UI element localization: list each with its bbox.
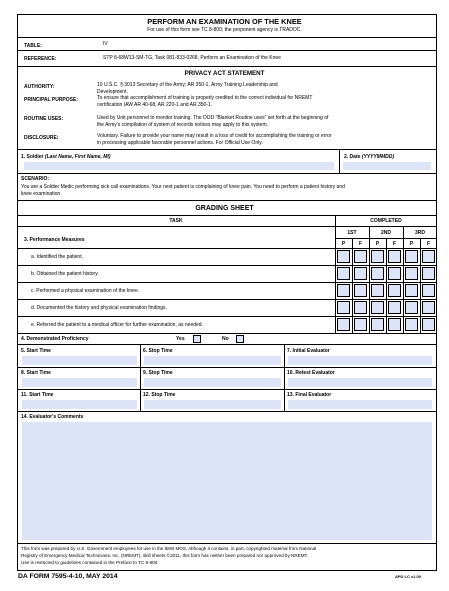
divider xyxy=(17,226,437,227)
date-label-hint: (YYYYMMDD) xyxy=(361,154,395,160)
fail-checkbox[interactable] xyxy=(422,318,435,331)
retest-evaluator-label: 10. Retest Evaluator xyxy=(287,370,335,376)
table-value: IV xyxy=(103,41,108,47)
fail-checkbox[interactable] xyxy=(388,301,401,314)
routine-text: Used by Unit personnel to monitor training. The DOD "Blanket Routine uses" set forth at the beginning of xyxy=(97,115,329,121)
fail-checkbox[interactable] xyxy=(422,250,435,263)
soldier-name-field[interactable] xyxy=(24,162,334,170)
proficiency-label: 4. Demonstrated Proficiency xyxy=(21,336,89,342)
no-label: No xyxy=(222,336,229,342)
comments-label: 14. Evaluator's Comments xyxy=(21,414,84,420)
pass-checkbox[interactable] xyxy=(337,301,350,314)
pass-checkbox[interactable] xyxy=(337,284,350,297)
routine-label: ROUTINE USES: xyxy=(24,116,64,122)
fail-checkbox[interactable] xyxy=(354,318,367,331)
pf-header: P xyxy=(341,241,346,247)
pf-header: P xyxy=(409,241,414,247)
divider xyxy=(17,411,437,412)
comments-field[interactable] xyxy=(22,422,432,540)
start-time-field[interactable] xyxy=(22,400,137,409)
divider xyxy=(339,149,340,173)
scenario-label: SCENARIO: xyxy=(21,176,50,182)
stop-time-field[interactable] xyxy=(144,400,281,409)
start-time-label: 8. Start Time xyxy=(21,370,51,376)
fail-checkbox[interactable] xyxy=(388,318,401,331)
routine-text: the Army's compilation of system of records notices may apply to this system. xyxy=(97,122,269,128)
purpose-text: To ensure that accomplishment of training is properly credited to the correct individual for NREMT xyxy=(97,95,313,101)
version-label: APD LC v1.00 xyxy=(395,574,422,579)
fail-checkbox[interactable] xyxy=(422,301,435,314)
stop-time-field[interactable] xyxy=(144,378,281,387)
pass-checkbox[interactable] xyxy=(371,301,384,314)
pass-checkbox[interactable] xyxy=(371,250,384,263)
fail-checkbox[interactable] xyxy=(354,250,367,263)
pf-header: F xyxy=(358,241,363,247)
footer-note: Registry of Emergency Medical Technicians, Inc. (NREMT), skill sheets ©2011, this form has neither been prepared nor approved by NREMT. xyxy=(21,553,309,558)
pass-checkbox[interactable] xyxy=(371,318,384,331)
pass-checkbox[interactable] xyxy=(371,284,384,297)
fail-checkbox[interactable] xyxy=(388,250,401,263)
divider xyxy=(352,238,353,333)
stop-time-label: 6. Stop Time xyxy=(143,348,173,354)
task-item: b. Obtained the patient history. xyxy=(31,271,99,277)
footer-note: This form was prepared by U.S. Government employees for use in the 68W MOS. Although it contains, in part, copyrighted material from National xyxy=(21,546,317,551)
divider xyxy=(140,344,141,411)
task-item: d. Documented the history and physical examination findings. xyxy=(31,305,167,311)
divider xyxy=(17,367,437,368)
grading-title: GRADING SHEET xyxy=(195,205,254,212)
pass-checkbox[interactable] xyxy=(371,267,384,280)
start-time-field[interactable] xyxy=(22,356,137,365)
pass-checkbox[interactable] xyxy=(337,267,350,280)
retest-evaluator-field[interactable] xyxy=(288,378,432,387)
date-label-num: 2. Date xyxy=(344,154,362,160)
performance-measures-label: 3. Performance Measures xyxy=(24,237,85,243)
no-checkbox[interactable] xyxy=(236,335,244,343)
divider xyxy=(17,200,437,201)
pf-header: F xyxy=(392,241,397,247)
fail-checkbox[interactable] xyxy=(354,267,367,280)
divider xyxy=(17,299,437,300)
soldier-label-hint: (Last Name, First Name, MI) xyxy=(44,154,111,160)
divider xyxy=(17,173,437,174)
date-label xyxy=(344,154,394,160)
task-item: a. Identified the patient. xyxy=(31,254,83,260)
disclosure-text: in processing applicable favorable personnel actions. For Official Use Only. xyxy=(97,140,263,146)
yes-label: Yes xyxy=(176,336,185,342)
yes-checkbox[interactable] xyxy=(193,335,201,343)
fail-checkbox[interactable] xyxy=(422,284,435,297)
fail-checkbox[interactable] xyxy=(388,267,401,280)
attempt-1-header: 1ST xyxy=(347,230,357,236)
reference-label: REFERENCE: xyxy=(24,56,57,62)
divider xyxy=(386,238,387,333)
purpose-text: certification IAW AR 40-68, AR 220-1 and AR 350-1. xyxy=(97,102,213,108)
final-evaluator-label: 13. Final Evaluator xyxy=(287,392,332,398)
fail-checkbox[interactable] xyxy=(354,301,367,314)
divider xyxy=(17,66,437,67)
divider xyxy=(17,282,437,283)
start-time-field[interactable] xyxy=(22,378,137,387)
pass-checkbox[interactable] xyxy=(405,301,418,314)
start-time-label: 5. Start Time xyxy=(21,348,51,354)
pass-checkbox[interactable] xyxy=(337,250,350,263)
authority-text: Development. xyxy=(97,89,128,95)
completed-header: COMPLETED xyxy=(370,218,402,224)
initial-evaluator-label: 7. Initial Evaluator xyxy=(287,348,330,354)
disclosure-text: Voluntary. Failure to provide your name may result in a loss of credit for accomplishing the training or error xyxy=(97,133,332,139)
pass-checkbox[interactable] xyxy=(405,318,418,331)
pass-checkbox[interactable] xyxy=(405,284,418,297)
pass-checkbox[interactable] xyxy=(405,267,418,280)
divider xyxy=(17,37,437,38)
initial-evaluator-field[interactable] xyxy=(288,356,432,365)
fail-checkbox[interactable] xyxy=(388,284,401,297)
authority-label: AUTHORITY: xyxy=(24,84,55,90)
divider xyxy=(17,149,437,150)
divider xyxy=(420,238,421,333)
fail-checkbox[interactable] xyxy=(354,284,367,297)
divider xyxy=(17,316,437,317)
soldier-label-num: 1. Soldier xyxy=(21,154,45,160)
pf-header: P xyxy=(375,241,380,247)
fail-checkbox[interactable] xyxy=(422,267,435,280)
form-subtitle: For use of this form see TC 8-800; the proponent agency is TRADOC. xyxy=(147,27,302,33)
attempt-3-header: 3RD xyxy=(414,230,425,236)
task-item: e. Referred the patient to a medical officer for further examination, as needed. xyxy=(31,322,203,328)
date-field[interactable] xyxy=(343,162,431,170)
pass-checkbox[interactable] xyxy=(337,318,350,331)
pf-header: F xyxy=(426,241,431,247)
attempt-2-header: 2ND xyxy=(380,230,391,236)
start-time-label: 11. Start Time xyxy=(21,392,54,398)
task-header: TASK xyxy=(169,218,183,224)
authority-text: 10 U.S.C. § 3013 Secretary of the Army; AR 350-1, Army Training Leadership and xyxy=(97,82,278,88)
divider xyxy=(17,333,437,334)
pass-checkbox[interactable] xyxy=(405,250,418,263)
scenario-text: You are a Soldier Medic performing sick call examinations. Your next patient is complaining of knee pain. You need to perform a patient history and xyxy=(21,184,345,190)
divider xyxy=(284,344,285,411)
divider xyxy=(17,389,437,390)
divider xyxy=(17,215,437,216)
stop-time-field[interactable] xyxy=(144,356,281,365)
divider xyxy=(17,344,437,345)
reference-value: STP 8-68W13-SM-TG, Task 081-833-0268, Perform an Examination of the Knee xyxy=(103,55,281,61)
task-item: c. Performed a physical examination of the knee. xyxy=(31,288,140,294)
disclosure-label: DISCLOSURE: xyxy=(24,135,59,141)
footer-note: Use is restricted to guidelines contained in the Preface to TC 8-800. xyxy=(21,560,159,565)
privacy-heading: PRIVACY ACT STATEMENT xyxy=(184,70,265,77)
soldier-label xyxy=(21,154,110,160)
purpose-label: PRINCIPAL PURPOSE: xyxy=(24,97,78,103)
stop-time-label: 12. Stop Time xyxy=(143,392,176,398)
divider xyxy=(17,50,437,51)
final-evaluator-field[interactable] xyxy=(288,400,432,409)
scenario-text: knee examination. xyxy=(21,191,62,197)
divider xyxy=(17,248,437,249)
form-id: DA FORM 7595-4-10, MAY 2014 xyxy=(18,573,118,580)
divider xyxy=(17,265,437,266)
table-label: TABLE: xyxy=(24,43,42,49)
divider xyxy=(17,543,437,544)
stop-time-label: 9. Stop Time xyxy=(143,370,173,376)
form-title: PERFORM AN EXAMINATION OF THE KNEE xyxy=(147,17,302,26)
